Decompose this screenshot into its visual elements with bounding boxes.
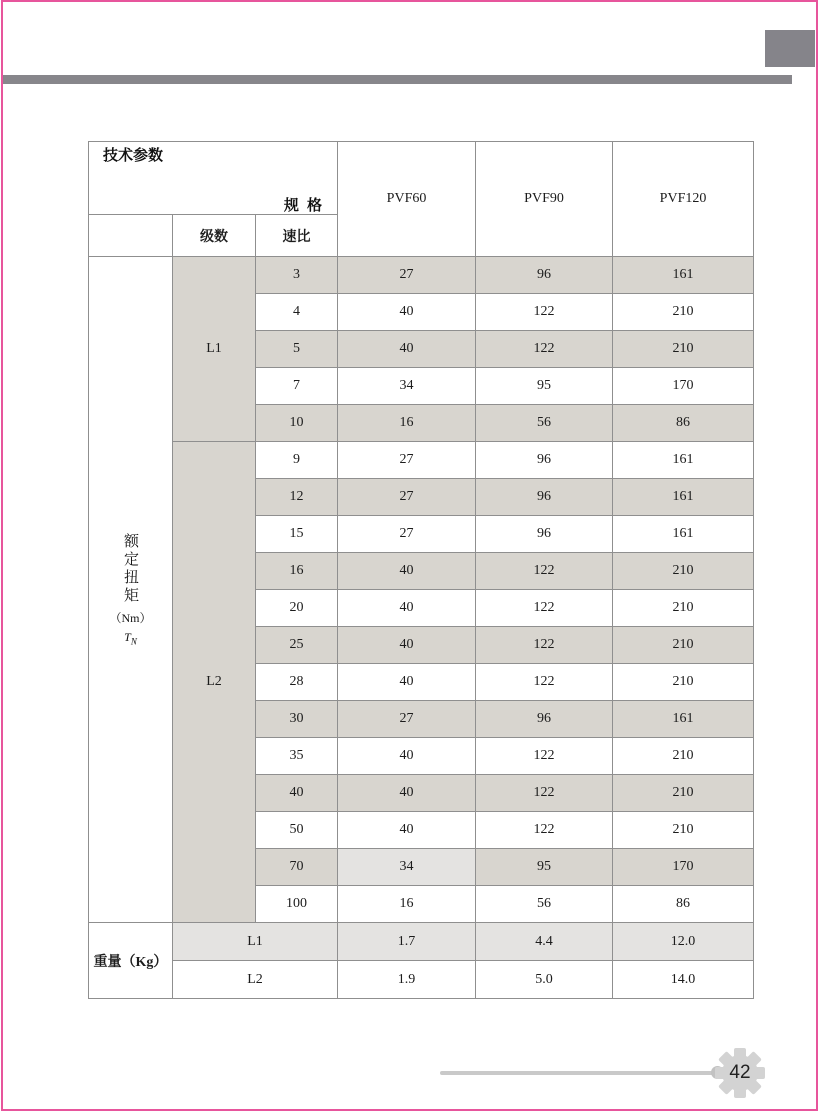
rated-torque-symbol: $T_N$ [124,629,137,647]
value-cell: 40 [338,590,476,627]
value-cell: 40 [338,553,476,590]
corner-cell [89,142,338,215]
spec-table-container [88,141,754,999]
value-cell: 56 [476,886,613,923]
value-cell: 122 [476,331,613,368]
value-cell: 27 [338,442,476,479]
ratio-cell: 50 [256,812,338,849]
table-row [89,442,754,479]
ratio-cell: 7 [256,368,338,405]
weight-value-cell: 12.0 [613,923,754,961]
corner-tech-label: 技术参数 [103,147,164,164]
spec-table [88,141,754,999]
weight-value-cell: 1.9 [338,961,476,999]
value-cell: 34 [338,849,476,886]
group-l1-cell: L1 [173,257,256,442]
ratio-cell: 5 [256,331,338,368]
value-cell: 210 [613,738,754,775]
value-cell: 96 [476,516,613,553]
col-header-pvf120: PVF120 [613,142,754,257]
value-cell: 210 [613,590,754,627]
value-cell: 40 [338,664,476,701]
value-cell: 210 [613,775,754,812]
value-cell: 56 [476,405,613,442]
ratio-cell: 4 [256,294,338,331]
ratio-cell: 70 [256,849,338,886]
ratio-cell: 100 [256,886,338,923]
value-cell: 86 [613,405,754,442]
value-cell: 210 [613,331,754,368]
ratio-cell: 40 [256,775,338,812]
value-cell: 40 [338,627,476,664]
value-cell: 161 [613,257,754,294]
value-cell: 40 [338,294,476,331]
value-cell: 16 [338,405,476,442]
weight-row-l1 [89,923,754,961]
value-cell: 170 [613,849,754,886]
rated-torque-unit: （Nm） [109,610,152,625]
value-cell: 161 [613,516,754,553]
corner-spec-label: 规 格 [283,197,325,214]
footer-rule-line [440,1071,716,1075]
value-cell: 27 [338,701,476,738]
value-cell: 122 [476,590,613,627]
weight-label-cell: 重量（Kg） [89,923,173,999]
group-l2-cell: L2 [173,442,256,923]
ratio-cell: 12 [256,479,338,516]
value-cell: 122 [476,627,613,664]
value-cell: 34 [338,368,476,405]
col-header-pvf60: PVF60 [338,142,476,257]
weight-group-cell: L2 [173,961,338,999]
value-cell: 96 [476,257,613,294]
rated-torque-label-cell [89,257,173,923]
weight-value-cell: 14.0 [613,961,754,999]
weight-value-cell: 1.7 [338,923,476,961]
value-cell: 40 [338,331,476,368]
ratio-cell: 10 [256,405,338,442]
value-cell: 210 [613,294,754,331]
ratio-cell: 30 [256,701,338,738]
ratio-cell: 9 [256,442,338,479]
top-accent-square [765,30,815,67]
ratio-cell: 28 [256,664,338,701]
value-cell: 96 [476,442,613,479]
ratio-header: 速比 [256,215,338,257]
value-cell: 122 [476,738,613,775]
page-number: 42 [729,1062,751,1083]
value-cell: 161 [613,479,754,516]
ratio-cell: 25 [256,627,338,664]
value-cell: 122 [476,294,613,331]
weight-value-cell: 5.0 [476,961,613,999]
value-cell: 40 [338,775,476,812]
weight-row-l2 [89,961,754,999]
value-cell: 170 [613,368,754,405]
value-cell: 27 [338,257,476,294]
value-cell: 122 [476,812,613,849]
value-cell: 210 [613,627,754,664]
header-row-1 [89,142,754,215]
stages-header: 级数 [173,215,256,257]
value-cell: 95 [476,849,613,886]
value-cell: 161 [613,701,754,738]
value-cell: 210 [613,812,754,849]
value-cell: 86 [613,886,754,923]
ratio-cell: 3 [256,257,338,294]
value-cell: 95 [476,368,613,405]
value-cell: 96 [476,701,613,738]
weight-group-cell: L1 [173,923,338,961]
value-cell: 96 [476,479,613,516]
empty-subheader-cell [89,215,173,257]
value-cell: 40 [338,738,476,775]
col-header-pvf90: PVF90 [476,142,613,257]
value-cell: 27 [338,479,476,516]
value-cell: 16 [338,886,476,923]
weight-value-cell: 4.4 [476,923,613,961]
value-cell: 122 [476,664,613,701]
value-cell: 122 [476,775,613,812]
value-cell: 27 [338,516,476,553]
value-cell: 210 [613,553,754,590]
rated-torque-label: 额定扭矩 [122,532,139,605]
top-accent-bar [3,75,792,84]
value-cell: 161 [613,442,754,479]
table-row [89,257,754,294]
ratio-cell: 35 [256,738,338,775]
ratio-cell: 20 [256,590,338,627]
value-cell: 122 [476,553,613,590]
value-cell: 210 [613,664,754,701]
ratio-cell: 16 [256,553,338,590]
value-cell: 40 [338,812,476,849]
ratio-cell: 15 [256,516,338,553]
